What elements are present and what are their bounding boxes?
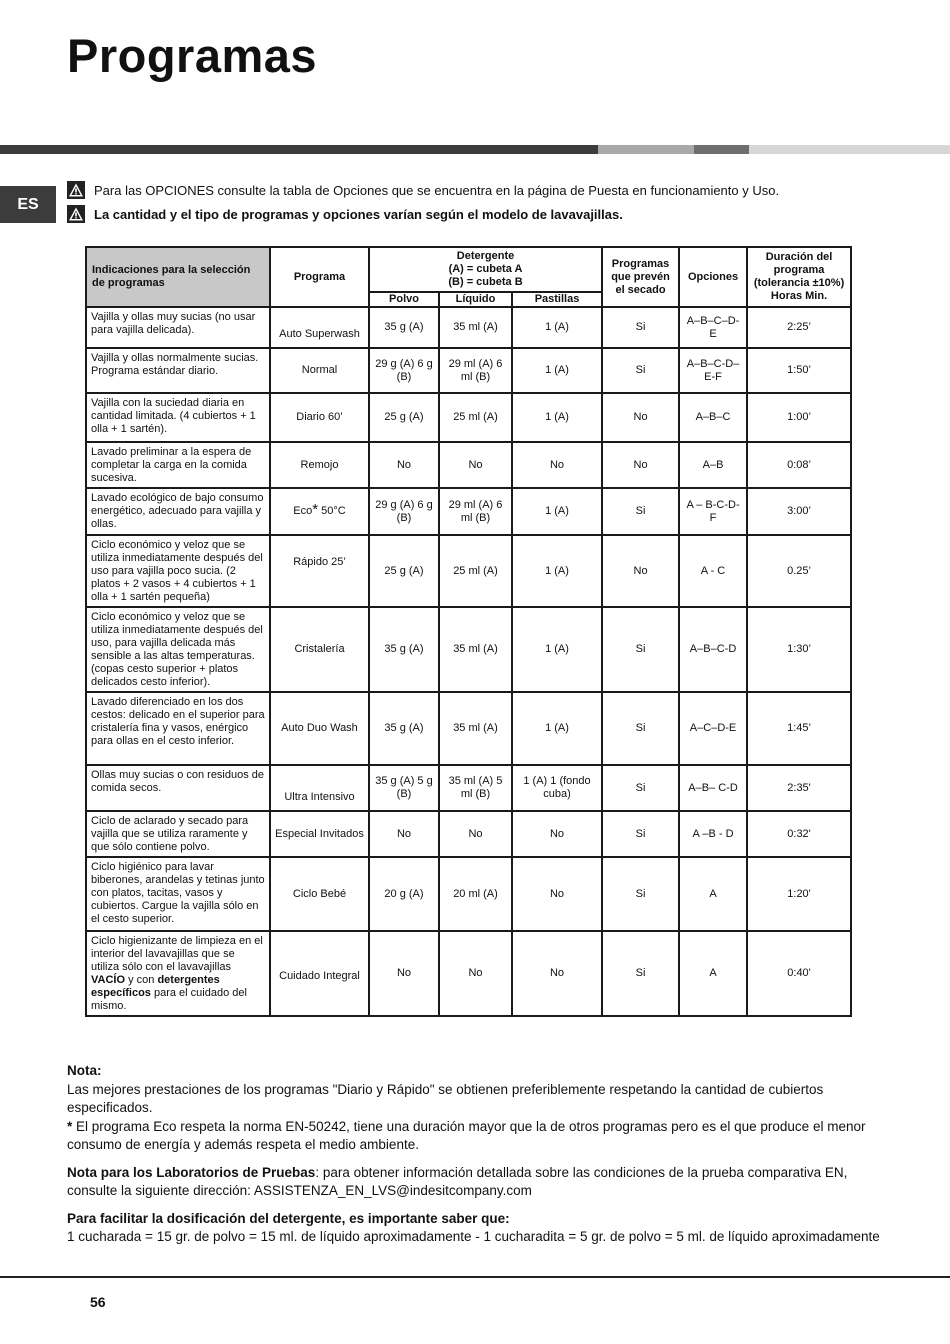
nota-label: Nota: — [67, 1063, 102, 1078]
table-row: Vajilla y ollas normalmente sucias. Programa estándar diario. Normal 29 g (A) 6 g (B) 29 ml (A) 6 ml (B) 1 (A) Si A–B–C-D– E-F 1:50’ — [86, 348, 851, 393]
header-duration: Duración del programa (tolerancia ±10%) Horas Min. — [747, 247, 851, 307]
table-row: Lavado preliminar a la espera de completar la carga en la comida sucesiva. Remojo No No No No A–B 0:08’ — [86, 442, 851, 488]
header-bar-dark — [0, 145, 598, 154]
header-selection: Indicaciones para la selección de programas — [86, 247, 270, 307]
language-tab: ES — [0, 186, 56, 223]
dose-label: Para facilitar la dosificación del detergente, es importante saber que: — [67, 1210, 510, 1226]
dose-text: 1 cucharada = 15 gr. de polvo = 15 ml. de líquido aproximadamente - 1 cucharadita = 5 gr. de polvo = 5 ml. de líquido aproximadamente — [67, 1229, 880, 1244]
header-bar-light — [749, 145, 950, 154]
table-row: Lavado diferenciado en los dos cestos: delicado en el superior para cristalería fina y vasos, enérgico para ollas en el cesto inferior. Auto Duo Wash 35 g (A) 35 ml (A) 1 (A) Si A–C–D-E 1:45’ — [86, 692, 851, 765]
page-number: 56 — [90, 1294, 106, 1310]
header-drying: Programas que prevén el secado — [602, 247, 679, 307]
options-notice — [67, 181, 779, 199]
header-liquid: Líquido — [439, 292, 512, 307]
table-row: Ciclo económico y veloz que se utiliza inmediatamente después del uso, para vajilla delicada más sensible a las altas temperaturas. (copas cesto superior + platos delicados cesto inferior). Cristalería 35 g (A) 35 ml (A) 1 (A) Si A–B–C-D 1:30’ — [86, 607, 851, 692]
model-notice — [67, 205, 623, 223]
eco-program-cell: Eco* 50°C — [270, 488, 369, 535]
header-tablets: Pastillas — [512, 292, 602, 307]
table-row: Vajilla y ollas muy sucias (no usar para vajilla delicada). Auto Superwash 35 g (A) 35 ml (A) 1 (A) Si A–B–C–D-E 2:25’ — [86, 307, 851, 348]
footer-rule — [0, 1276, 950, 1278]
page-title: Programas — [67, 29, 318, 82]
table-row: Ciclo higienizante de limpieza en el interior del lavavajillas que se utiliza sólo con el lavavajillas VACÍO y con detergentes específicos para el cuidado del mismo. Cuidado Integral No No No Si A 0:40' — [86, 931, 851, 1016]
table-row: Ollas muy sucias o con residuos de comida secos. Ultra Intensivo 35 g (A) 5 g (B) 35 ml (A) 5 ml (B) 1 (A) 1 (fondo cuba) Si A–B– C-D 2:35' — [86, 765, 851, 811]
warning-triangle-icon — [67, 181, 85, 199]
table-row: Vajilla con la suciedad diaria en cantidad limitada. (4 cubiertos + 1 olla + 1 sartén). Diario 60’ 25 g (A) 25 ml (A) 1 (A) No A–B–C 1:00’ — [86, 393, 851, 442]
header-powder: Polvo — [369, 292, 439, 307]
model-notice-text: La cantidad y el tipo de programas y opciones varían según el modelo de lavavajillas. — [94, 206, 623, 222]
table-row: Ciclo económico y veloz que se utiliza inmediatamente después del uso para vajilla poco sucia. (2 platos + 2 vasos + 4 cubiertos + 1 olla + 1 sartén pequeña) Rápido 25’ 25 g (A) 25 ml (A) 1 (A) No A - C 0.25’ — [86, 535, 851, 607]
nota-text-1: Las mejores prestaciones de los programas "Diario y Rápido" se obtienen preferiblemente respetando la cantidad de cubiertos especificados. — [67, 1081, 824, 1115]
options-notice-text: Para las OPCIONES consulte la tabla de Opciones que se encuentra en la página de Puesta en funcionamiento y Uso. — [94, 182, 780, 198]
header-options: Opciones — [679, 247, 747, 307]
notes-section — [67, 1062, 887, 1247]
header-program: Programa — [270, 247, 369, 307]
programs-table — [85, 246, 852, 1017]
integral-care-description: Ciclo higienizante de limpieza en el interior del lavavajillas que se utiliza sólo con el lavavajillas VACÍO y con detergentes específicos para el cuidado del mismo. — [86, 931, 270, 1016]
header-bar-mid2 — [694, 145, 749, 154]
warning-triangle-icon — [67, 205, 85, 223]
table-row: Ciclo de aclarado y secado para vajilla que se utiliza raramente y que sólo contiene polvo. Especial Invitados No No No Si A –B - D 0:32' — [86, 811, 851, 857]
table-row: Lavado ecológico de bajo consumo energético, adecuado para vajilla y ollas. Eco* 50°C 29 g (A) 6 g (B) 29 ml (A) 6 ml (B) 1 (A) Si A – B-C-D-F 3:00’ — [86, 488, 851, 535]
header-bar-mid — [598, 145, 694, 154]
lab-note: Nota para los Laboratorios de Pruebas: para obtener información detallada sobre las condiciones de la prueba comparativa EN, consulte la siguiente dirección: ASSISTENZA_EN_LVS@indesitcompany.com — [67, 1164, 848, 1198]
header-detergent: Detergente (A) = cubeta A (B) = cubeta B — [369, 247, 602, 292]
nota-text-2: * El programa Eco respeta la norma EN-50242, tiene una duración mayor que la de otros programas pero es el que produce el menor consumo de energía y además respeta el medio ambiente. — [67, 1118, 866, 1152]
table-row: Ciclo higiénico para lavar biberones, arandelas y tetinas junto con platos, tacitas, vasos y cubiertos. Cargue la vajilla sólo en el cesto superior. Ciclo Bebé 20 g (A) 20 ml (A) No Si A 1:20' — [86, 857, 851, 931]
